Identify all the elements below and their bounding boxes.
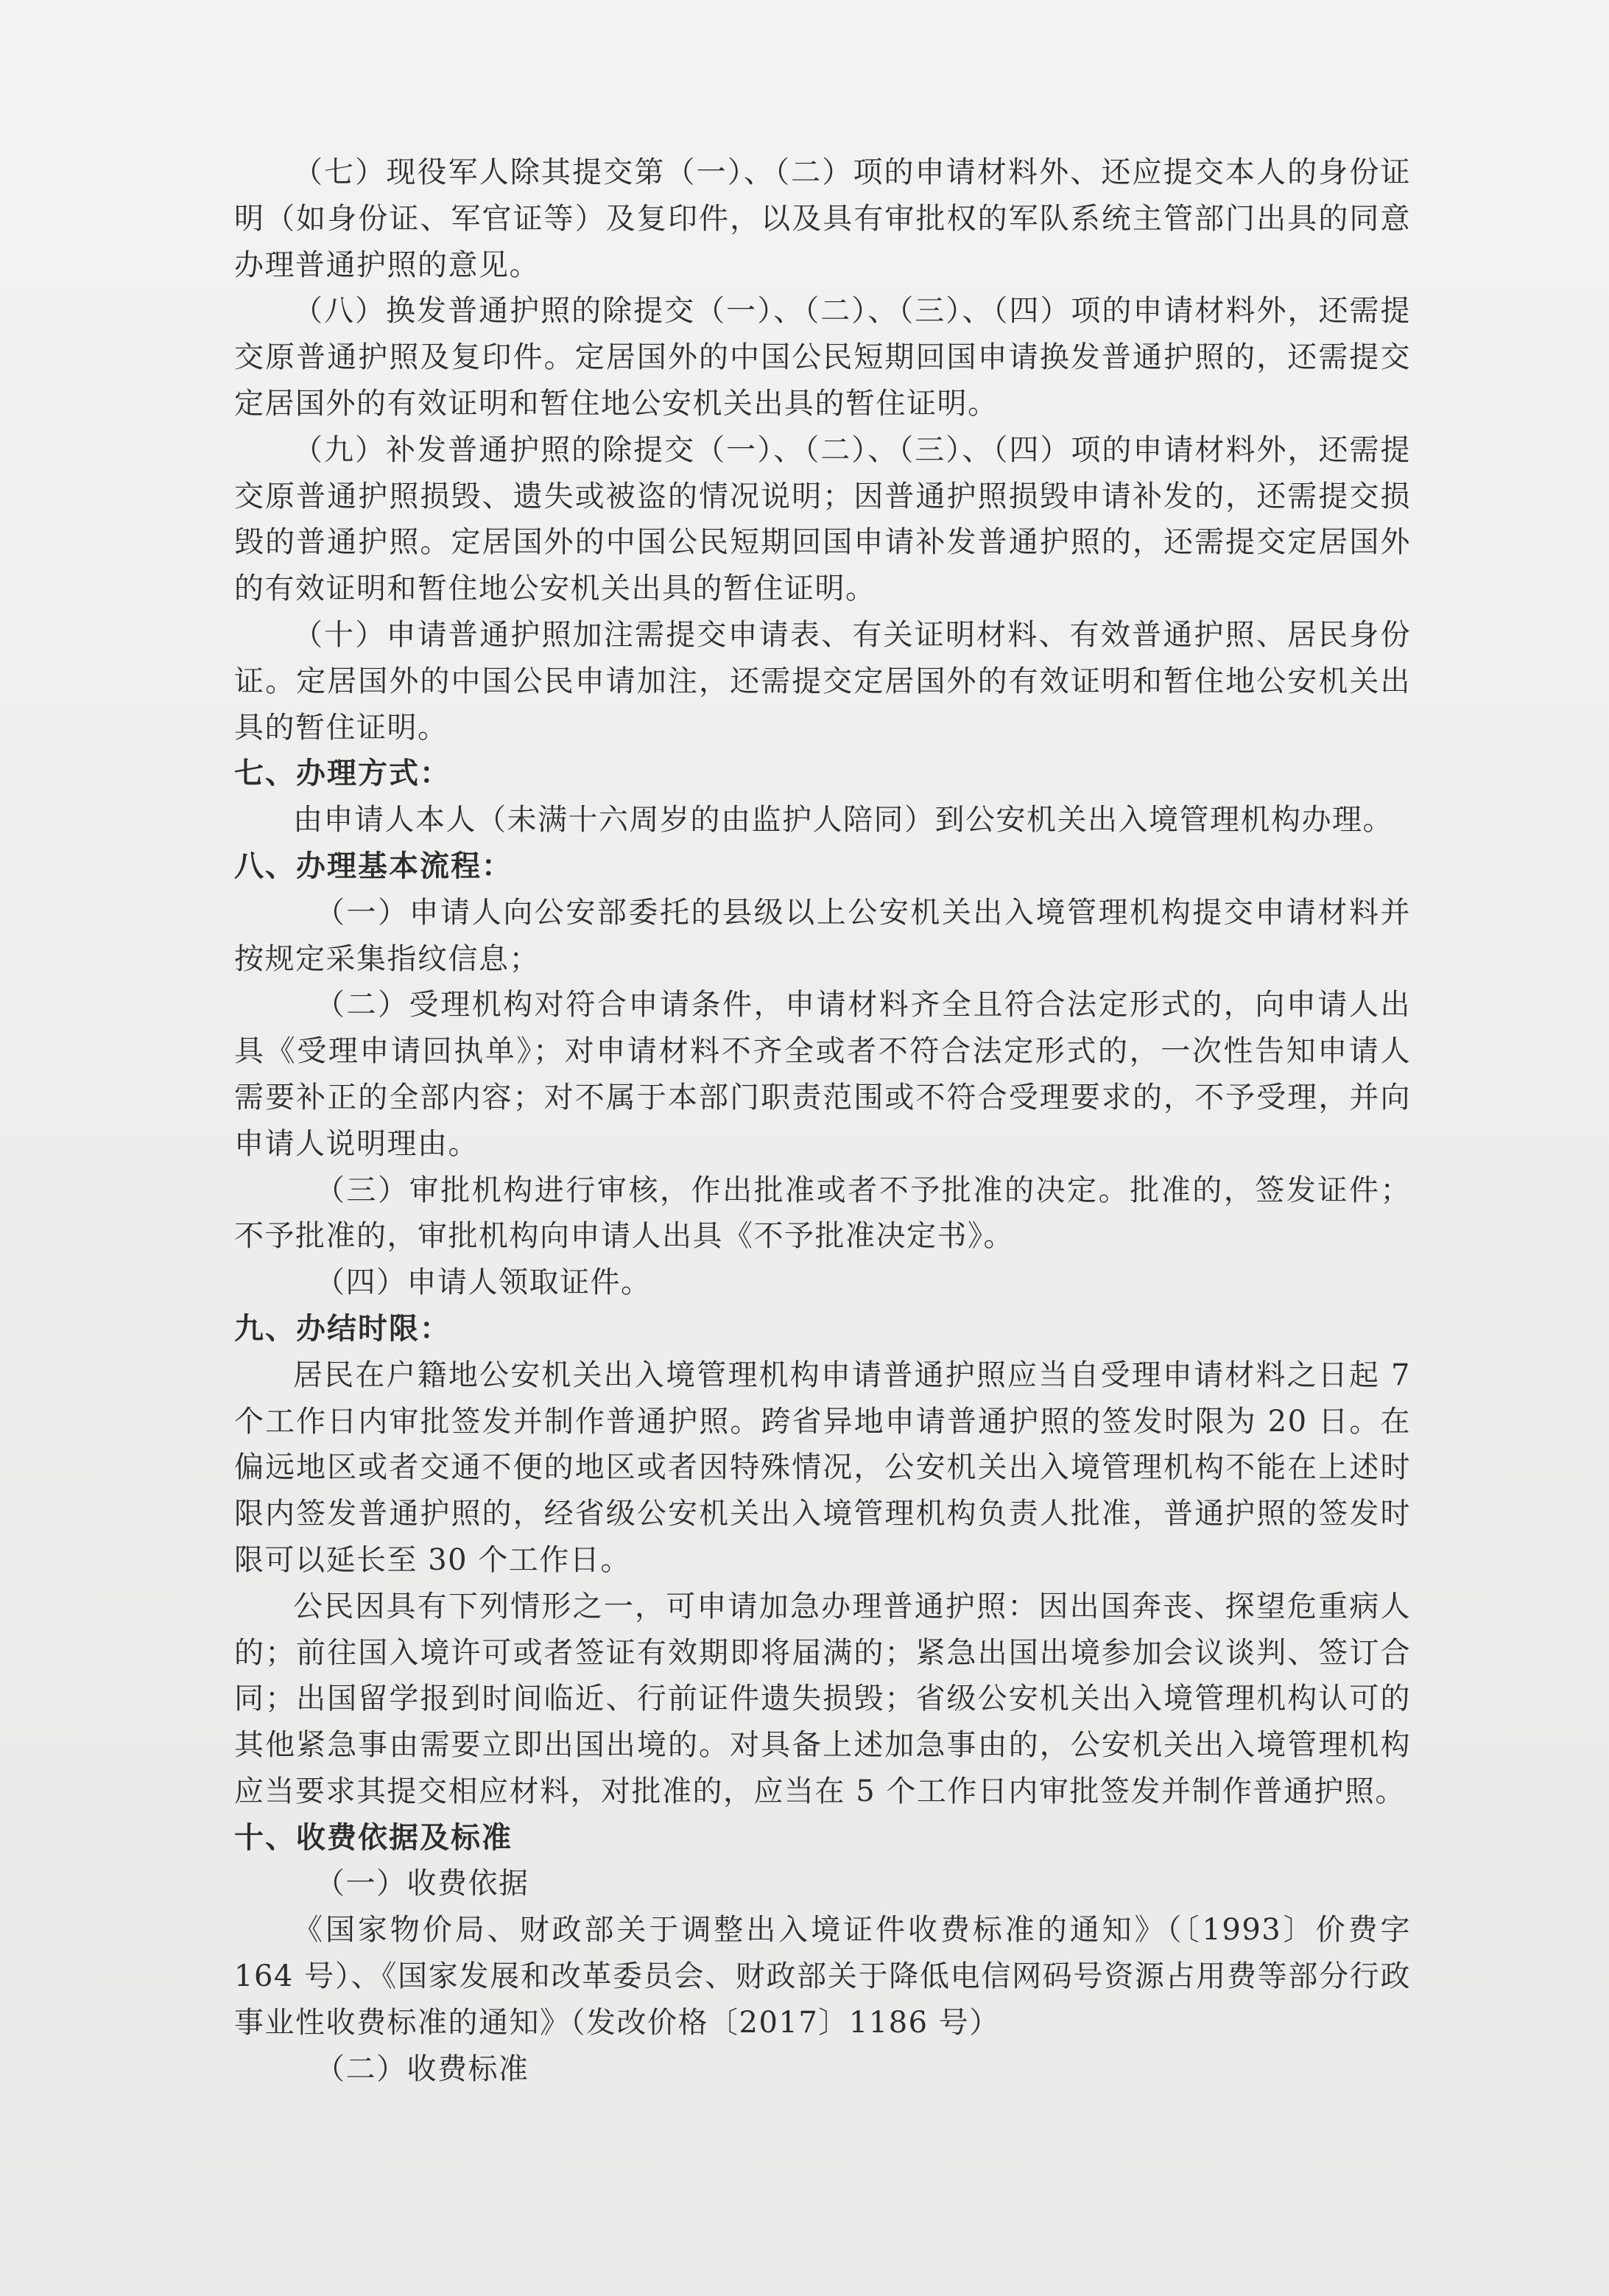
item-8-paragraph: （八）换发普通护照的除提交（一）、（二）、（三）、（四）项的申请材料外，还需提交原普通护照及复印件。定居国外的中国公民短期回国申请换发普通护照的，还需提交定居国外的有效证明和暂住地公安机关出具的暂住证明。	[234, 294, 1411, 421]
method-paragraph: 由申请人本人（未满十六周岁的由监护人陪同）到公安机关出入境管理机构办理。	[293, 803, 1393, 838]
document-body	[234, 150, 1411, 2092]
flow-step-3: （三）审批机构进行审核，作出批准或者不予批准的决定。批准的，签发证件；不予批准的，审批机构向申请人出具《不予批准决定书》。	[234, 1173, 1411, 1254]
flow-step-4: （四）申请人领取证件。	[315, 1265, 652, 1300]
item-7-paragraph: （七）现役军人除其提交第（一）、（二）项的申请材料外、还应提交本人的身份证明（如身份证、军官证等）及复印件，以及具有审批权的军队系统主管部门出具的同意办理普通护照的意见。	[234, 155, 1411, 282]
section-8-heading: 八、办理基本流程：	[234, 849, 513, 883]
section-9-heading: 九、办结时限：	[234, 1311, 451, 1346]
section-7-heading: 七、办理方式：	[234, 756, 451, 791]
time-limit-paragraph-1: 居民在户籍地公安机关出入境管理机构申请普通护照应当自受理申请材料之日起 7 个工作日内审批签发并制作普通护照。跨省异地申请普通护照的签发时限为 20 日。在偏远地区或者交通不便的地区或者因特殊情况，公安机关出入境管理机构不能在上述时限内签发普通护照的，经省级公安机关出入境管理机构负责人批准，普通护照的签发时限可以延长至 30 个工作日。	[234, 1358, 1411, 1577]
item-9-paragraph: （九）补发普通护照的除提交（一）、（二）、（三）、（四）项的申请材料外，还需提交原普通护照损毁、遗失或被盗的情况说明；因普通护照损毁申请补发的，还需提交损毁的普通护照。定居国外的中国公民短期回国申请补发普通护照的，还需提交定居国外的有效证明和暂住地公安机关出具的暂住证明。	[234, 432, 1411, 606]
flow-step-2: （二）受理机构对符合申请条件，申请材料齐全且符合法定形式的，向申请人出具《受理申请回执单》；对申请材料不齐全或者不符合法定形式的，一次性告知申请人需要补正的全部内容；对不属于本部门职责范围或不符合受理要求的，不予受理，并向申请人说明理由。	[234, 988, 1411, 1161]
item-10-paragraph: （十）申请普通护照加注需提交申请表、有关证明材料、有效普通护照、居民身份证。定居国外的中国公民申请加注，还需提交定居国外的有效证明和暂住地公安机关出具的暂住证明。	[234, 617, 1411, 745]
time-limit-paragraph-2: 公民因具有下列情形之一，可申请加急办理普通护照：因出国奔丧、探望危重病人的；前往国入境许可或者签证有效期即将届满的；紧急出国出境参加会议谈判、签订合同；出国留学报到时间临近、行前证件遗失损毁；省级公安机关出入境管理机构认可的其他紧急事由需要立即出国出境的。对具备上述加急事由的，公安机关出入境管理机构应当要求其提交相应材料，对批准的，应当在 5 个工作日内审批签发并制作普通护照。	[234, 1589, 1411, 1808]
fee-basis-subheading: （一）收费依据	[315, 1867, 529, 1901]
section-10-heading: 十、收费依据及标准	[234, 1820, 513, 1855]
flow-step-1: （一）申请人向公安部委托的县级以上公安机关出入境管理机构提交申请材料并按规定采集指纹信息；	[234, 895, 1411, 976]
fee-standard-subheading: （二）收费标准	[315, 2051, 529, 2086]
fee-basis-paragraph: 《国家物价局、财政部关于调整出入境证件收费标准的通知》（〔1993〕价费字 164 号）、《国家发展和改革委员会、财政部关于降低电信网码号资源占用费等部分行政事业性收费标准的通知》（发改价格〔2017〕1186 号）	[234, 1913, 1411, 2040]
